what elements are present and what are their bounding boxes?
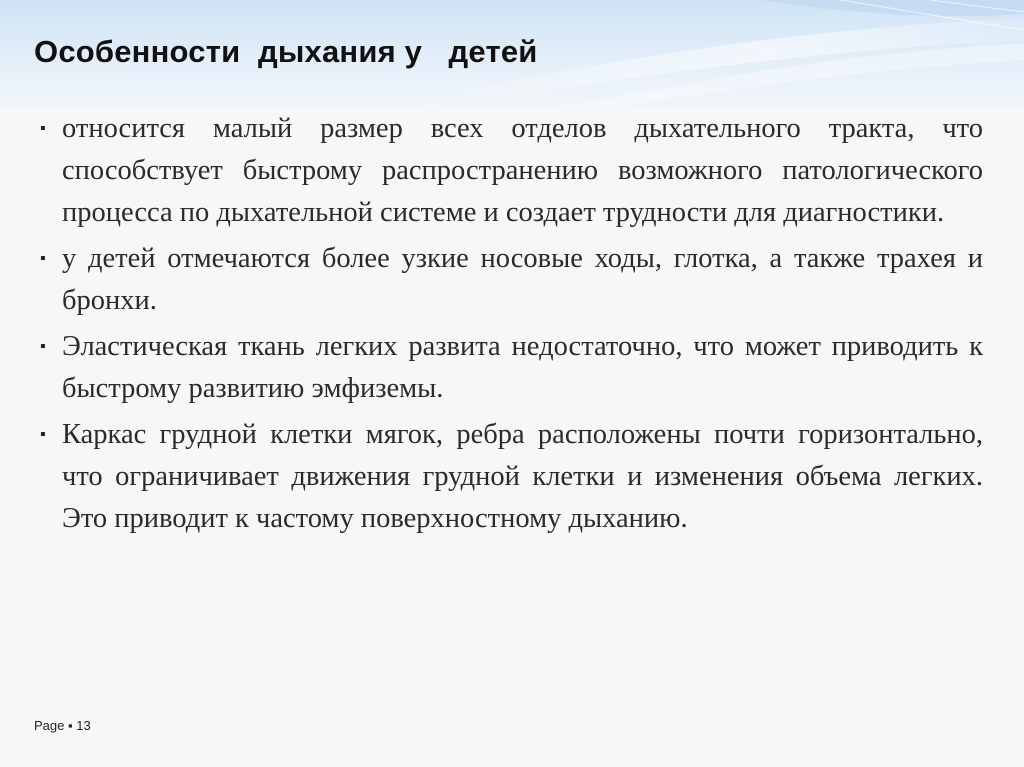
bullet-item-2 <box>38 238 983 322</box>
bullet-text: у детей отмечаются более узкие носовые ходы, глотка, а также трахея и бронхи. <box>62 243 983 316</box>
bullet-list <box>38 108 983 544</box>
bullet-marker: ▪ <box>40 120 46 137</box>
bullet-marker: ▪ <box>40 338 46 355</box>
bullet-marker: ▪ <box>40 250 46 267</box>
bullet-item-1 <box>38 108 983 234</box>
bullet-text: Эластическая ткань легких развита недостаточно, что может приводить к быстрому развитию эмфиземы. <box>62 331 983 404</box>
bullet-item-4 <box>38 414 983 540</box>
bullet-text: Каркас грудной клетки мягок, ребра расположены почти горизонтально, что ограничивает движения грудной клетки и изменения объема легких. Это приводит к частому поверхностному дыханию. <box>62 419 983 534</box>
page-label: Page <box>34 718 65 733</box>
page-number: 13 <box>76 718 91 733</box>
bullet-marker: ▪ <box>40 426 46 443</box>
footer-separator: ▪ <box>68 718 73 733</box>
bullet-item-3 <box>38 326 983 410</box>
slide-title: Особенности дыхания у детей <box>34 34 538 69</box>
page-footer <box>34 718 91 733</box>
bullet-text: относится малый размер всех отделов дыхательного тракта, что способствует быстрому распространению возможного патологического процесса по дыхательной системе и создает трудности для диагностики. <box>62 113 983 228</box>
